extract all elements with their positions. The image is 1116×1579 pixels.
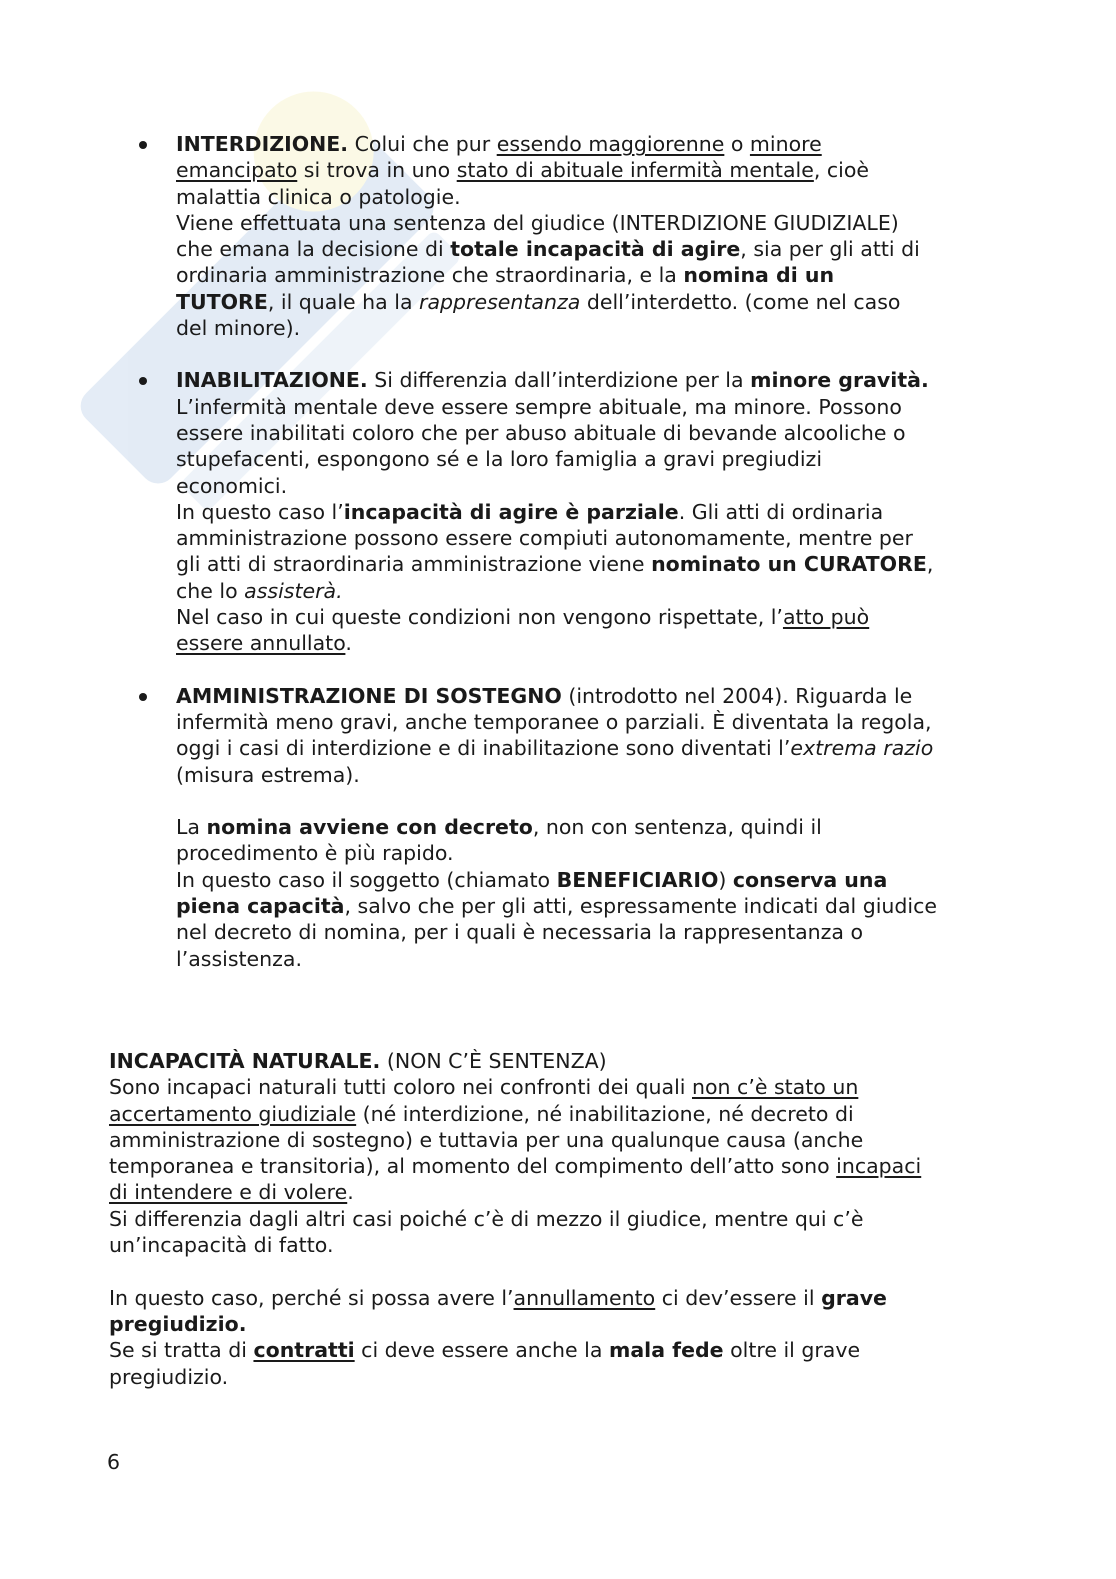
- text-line: [176, 604, 1016, 630]
- text-line: [109, 1232, 1029, 1258]
- text-run: ordinaria amministrazione che straordinaria, e la: [176, 263, 684, 288]
- text-run: (NON C’È SENTENZA): [380, 1049, 607, 1073]
- text-line: [176, 236, 1016, 262]
- text-line: [109, 1127, 1029, 1153]
- text-line: [109, 1153, 1029, 1179]
- text-run: stupefacenti, espongono sé e la loro famiglia a gravi pregiudizi: [176, 447, 823, 472]
- text-run: La: [176, 815, 207, 840]
- text-run: ,: [926, 552, 934, 577]
- text-line: [176, 578, 1016, 604]
- text-run: del minore).: [176, 316, 301, 341]
- bold-run: INABILITAZIONE.: [176, 368, 368, 393]
- text-run: Sono incapaci naturali tutti coloro nei confronti dei quali: [109, 1075, 692, 1100]
- text-line: [176, 499, 1016, 525]
- text-line: [176, 394, 1016, 420]
- underlined-run: atto può: [782, 605, 870, 630]
- text-line: [176, 709, 1016, 735]
- text-run: temporanea e transitoria), al momento del compimento dell’atto sono: [109, 1154, 837, 1179]
- bold-run: totale incapacità di agire: [450, 237, 741, 262]
- text-run: , sia per gli atti di: [740, 237, 920, 262]
- text-line: [176, 525, 1016, 551]
- text-run: o: [724, 132, 750, 156]
- text-run: oggi i casi di interdizione e di inabilitazione sono diventati l’: [176, 736, 791, 761]
- text-run: che lo: [176, 578, 245, 603]
- text-line: [176, 367, 1016, 393]
- text-line: [176, 867, 1016, 893]
- text-line: [176, 683, 1016, 709]
- bullet-inabilitazione: [0, 367, 1116, 656]
- text-run: (introdotto nel 2004). Riguarda le: [561, 683, 913, 708]
- bold-run: contratti: [253, 1338, 355, 1363]
- text-line: [176, 814, 1016, 840]
- text-run: , il quale ha la: [267, 289, 420, 314]
- text-run: , cioè: [813, 158, 869, 183]
- text-line: [176, 946, 1016, 972]
- text-run: . Gli atti di ordinaria: [678, 499, 884, 524]
- text-run: un’incapacità di fatto.: [109, 1233, 334, 1258]
- text-line: [109, 1074, 1029, 1100]
- text-run: Si differenzia dall’interdizione per la: [367, 368, 751, 393]
- text-run: essere inabilitati coloro che per abuso abituale di bevande alcooliche o: [176, 420, 906, 445]
- text-run: , non con sentenza, quindi il: [532, 815, 822, 840]
- text-line: [109, 1101, 1029, 1127]
- underlined-run: stato di abituale infermità mentale: [456, 158, 814, 183]
- bullet-dot-icon: [139, 693, 147, 701]
- text-line: [176, 840, 1016, 866]
- underlined-run: non c’è stato un: [692, 1075, 859, 1100]
- text-run: Se si tratta di: [109, 1338, 254, 1363]
- text-run: pregiudizio.: [109, 1364, 229, 1389]
- section-incapacita-naturale: [109, 1048, 1029, 1390]
- text-line: [176, 289, 1016, 315]
- bold-run: mala fede: [608, 1338, 724, 1363]
- text-run: L’infermità mentale deve essere sempre abituale, ma minore. Possono: [176, 394, 902, 419]
- text-line: [176, 262, 1016, 288]
- text-line: [176, 131, 1016, 157]
- text-run: In questo caso, perché si possa avere l’: [109, 1285, 514, 1310]
- text-run: procedimento è più rapido.: [176, 841, 454, 866]
- underlined-run: di intendere e di volere: [109, 1180, 348, 1205]
- text-run: infermità meno gravi, anche temporanee o parziali. È diventata la regola,: [176, 709, 932, 734]
- text-line: [109, 1285, 1029, 1311]
- text-line: [176, 157, 1016, 183]
- text-line: [176, 420, 1016, 446]
- bold-run: nomina di un: [683, 263, 835, 288]
- italic-run: extrema razio: [790, 736, 934, 761]
- text-run: Colui che pur: [348, 132, 497, 156]
- text-line: [176, 210, 1016, 236]
- text-run: .: [345, 631, 352, 656]
- bold-run: INCAPACITÀ NATURALE.: [109, 1049, 381, 1073]
- bold-run: minore gravità.: [750, 368, 929, 393]
- text-run: In questo caso il soggetto (chiamato: [176, 867, 557, 892]
- text-line: [176, 446, 1016, 472]
- bold-run: grave: [821, 1285, 887, 1310]
- text-run: si trova in uno: [297, 158, 457, 183]
- bullet-list: [0, 131, 1116, 998]
- text-run: .: [347, 1180, 354, 1205]
- text-line: [176, 551, 1016, 577]
- text-run: (misura estrema).: [176, 762, 360, 787]
- text-line: [109, 1311, 1029, 1337]
- bold-run: nomina avviene con decreto: [206, 815, 533, 840]
- underlined-run: essendo maggiorenne: [496, 132, 725, 156]
- italic-run: assisterà.: [244, 578, 343, 603]
- text-line: [176, 893, 1016, 919]
- bold-run: TUTORE: [176, 289, 268, 314]
- text-run: malattia clinica o patologie.: [176, 184, 461, 209]
- bold-run: pregiudizio.: [109, 1311, 247, 1336]
- bold-run: nominato un CURATORE: [651, 552, 927, 577]
- underlined-run: emancipato: [176, 158, 298, 183]
- underlined-run: essere annullato: [176, 631, 346, 656]
- text-line: [109, 1364, 1029, 1390]
- bold-run: INTERDIZIONE.: [176, 132, 349, 156]
- text-run: Si differenzia dagli altri casi poiché c’è di mezzo il giudice, mentre qui c’è: [109, 1206, 864, 1231]
- bullet-interdizione: [0, 131, 1116, 341]
- text-run: ): [718, 867, 733, 892]
- text-run: oltre il grave: [723, 1338, 861, 1363]
- underlined-run: minore: [749, 132, 822, 156]
- text-line: [176, 735, 1016, 761]
- text-line: [176, 788, 1016, 814]
- text-line: [176, 184, 1016, 210]
- bullet-dot-icon: [139, 377, 147, 385]
- text-line: [109, 1337, 1029, 1363]
- italic-run: rappresentanza: [419, 289, 581, 314]
- page-number: 6: [107, 1450, 121, 1474]
- text-line: [176, 315, 1016, 341]
- text-line: [109, 1206, 1029, 1232]
- underlined-run: annullamento: [513, 1285, 656, 1310]
- text-run: , salvo che per gli atti, espressamente indicati dal giudice: [344, 894, 938, 919]
- bullet-dot-icon: [139, 141, 147, 149]
- bold-run: piena capacità: [176, 894, 345, 919]
- bold-run: AMMINISTRAZIONE DI SOSTEGNO: [176, 683, 562, 708]
- text-run: Nel caso in cui queste condizioni non vengono rispettate, l’: [176, 605, 783, 630]
- text-line: [176, 919, 1016, 945]
- bold-run: BENEFICIARIO: [556, 867, 719, 892]
- text-run: che emana la decisione di: [176, 237, 451, 262]
- text-line: [109, 1258, 1029, 1284]
- text-run: ci deve essere anche la: [354, 1338, 609, 1363]
- underlined-run: incapaci: [836, 1154, 922, 1179]
- text-line: [176, 762, 1016, 788]
- text-run: (né interdizione, né inabilitazione, né decreto di: [356, 1101, 854, 1126]
- text-run: nel decreto di nomina, per i quali è necessaria la rappresentanza o: [176, 920, 864, 945]
- bold-run: conserva una: [732, 867, 888, 892]
- text-line: [176, 630, 1016, 656]
- text-run: Viene effettuata una sentenza del giudice (INTERDIZIONE GIUDIZIALE): [176, 210, 899, 235]
- text-run: economici.: [176, 473, 288, 498]
- underlined-run: accertamento giudiziale: [109, 1101, 357, 1126]
- text-line: [109, 1048, 1029, 1074]
- text-run: amministrazione di sostegno) e tuttavia per una qualunque causa (anche: [109, 1127, 864, 1152]
- bullet-amministrazione-di-sostegno: [0, 683, 1116, 972]
- text-run: gli atti di straordinaria amministrazione viene: [176, 552, 652, 577]
- text-run: In questo caso l’: [176, 499, 344, 524]
- text-line: [176, 473, 1016, 499]
- text-run: ci dev’essere il: [655, 1285, 822, 1310]
- text-run: dell’interdetto. (come nel caso: [580, 289, 901, 314]
- text-line: [109, 1179, 1029, 1205]
- bold-run: incapacità di agire è parziale: [343, 499, 679, 524]
- text-run: amministrazione possono essere compiuti autonomamente, mentre per: [176, 526, 913, 551]
- text-run: l’assistenza.: [176, 946, 302, 971]
